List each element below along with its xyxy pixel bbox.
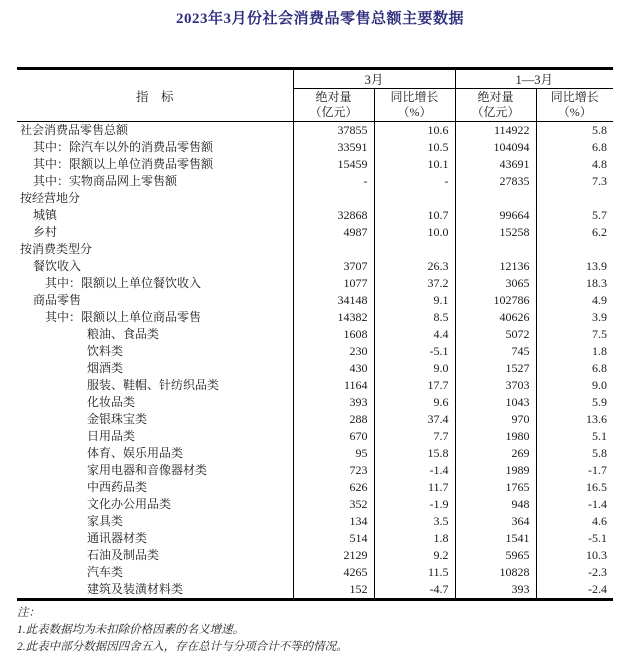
march-absolute-cell: 514 <box>293 530 374 547</box>
indicator-cell: 建筑及装潢材料类 <box>87 582 184 596</box>
march-yoy-cell: -1.9 <box>374 496 455 513</box>
table-row <box>17 292 613 309</box>
cumulative-absolute-cell: 3703 <box>455 377 536 394</box>
cumulative-absolute-cell: 745 <box>455 343 536 360</box>
cumulative-absolute-cell: 3065 <box>455 275 536 292</box>
cumulative-absolute-cell: 393 <box>455 581 536 600</box>
yoy-unit: （%） <box>397 105 432 119</box>
march-absolute-cell: 34148 <box>293 292 374 309</box>
march-yoy-cell: 10.6 <box>374 122 455 140</box>
table-row <box>17 156 613 173</box>
indicator-cell: 其中：限额以上单位消费品零售额 <box>33 157 214 171</box>
indicator-cell: 乡村 <box>33 225 58 239</box>
cumulative-absolute-cell <box>455 241 536 258</box>
cumulative-yoy-cell: 16.5 <box>536 479 613 496</box>
cumulative-absolute-cell: 104094 <box>455 139 536 156</box>
cumulative-yoy-cell: 3.9 <box>536 309 613 326</box>
march-yoy-cell: 10.5 <box>374 139 455 156</box>
indicator-cell: 社会消费品零售总额 <box>20 123 129 137</box>
indicator-cell: 中西药品类 <box>87 480 148 494</box>
cumulative-absolute-cell <box>455 190 536 207</box>
table-row <box>17 445 613 462</box>
cumulative-yoy-cell: -2.3 <box>536 564 613 581</box>
march-absolute-cell: 4987 <box>293 224 374 241</box>
march-yoy-cell: -1.4 <box>374 462 455 479</box>
table-row <box>17 530 613 547</box>
march-absolute-cell: 288 <box>293 411 374 428</box>
indicator-cell: 其中：限额以上单位商品零售 <box>45 310 202 324</box>
cumulative-absolute-cell: 948 <box>455 496 536 513</box>
march-absolute-cell: 1077 <box>293 275 374 292</box>
march-absolute-cell: 15459 <box>293 156 374 173</box>
march-yoy-cell: 17.7 <box>374 377 455 394</box>
table-row <box>17 547 613 564</box>
march-absolute-cell: 152 <box>293 581 374 600</box>
cumulative-absolute-cell: 1043 <box>455 394 536 411</box>
indicator-cell: 金银珠宝类 <box>87 412 148 426</box>
march-absolute-cell: 37855 <box>293 122 374 140</box>
table-row <box>17 479 613 496</box>
indicator-cell: 家具类 <box>87 514 124 528</box>
cumulative-absolute-cell: 102786 <box>455 292 536 309</box>
table-row <box>17 258 613 275</box>
march-absolute-cell: 626 <box>293 479 374 496</box>
indicator-cell: 按经营地分 <box>20 191 81 205</box>
cumulative-absolute-cell: 43691 <box>455 156 536 173</box>
cumulative-absolute-cell: 12136 <box>455 258 536 275</box>
cumulative-yoy-cell: 4.9 <box>536 292 613 309</box>
table-row <box>17 343 613 360</box>
table-row <box>17 173 613 190</box>
march-absolute-cell <box>293 241 374 258</box>
cumulative-absolute-cell: 5965 <box>455 547 536 564</box>
march-yoy-cell: 1.8 <box>374 530 455 547</box>
cumulative-yoy-cell: -1.7 <box>536 462 613 479</box>
cumulative-absolute-cell: 364 <box>455 513 536 530</box>
cumulative-yoy-header <box>536 89 613 122</box>
yoy-label: 同比增长 <box>390 90 439 104</box>
march-yoy-cell: -4.7 <box>374 581 455 600</box>
cumulative-absolute-cell: 15258 <box>455 224 536 241</box>
march-yoy-cell: 9.6 <box>374 394 455 411</box>
indicator-cell: 其中：实物商品网上零售额 <box>33 174 178 188</box>
cumulative-yoy-cell: 6.2 <box>536 224 613 241</box>
retail-data-table <box>17 67 613 601</box>
indicator-cell: 烟酒类 <box>87 361 124 375</box>
indicator-cell: 按消费类型分 <box>20 242 93 256</box>
cumulative-yoy-cell: -5.1 <box>536 530 613 547</box>
cumulative-absolute-cell: 10828 <box>455 564 536 581</box>
march-yoy-cell: 3.5 <box>374 513 455 530</box>
cumulative-yoy-cell: 5.8 <box>536 445 613 462</box>
cumulative-absolute-cell: 1541 <box>455 530 536 547</box>
march-absolute-cell: 1164 <box>293 377 374 394</box>
cumulative-yoy-cell: 10.3 <box>536 547 613 564</box>
absolute-unit: （亿元） <box>471 105 520 119</box>
march-absolute-cell: 32868 <box>293 207 374 224</box>
cumulative-absolute-cell: 1527 <box>455 360 536 377</box>
march-absolute-cell: 2129 <box>293 547 374 564</box>
table-header <box>17 69 613 122</box>
indicator-cell: 粮油、食品类 <box>87 327 160 341</box>
cumulative-yoy-cell: -2.4 <box>536 581 613 600</box>
march-absolute-cell: 352 <box>293 496 374 513</box>
march-yoy-cell: 7.7 <box>374 428 455 445</box>
cumulative-yoy-cell: 13.6 <box>536 411 613 428</box>
march-yoy-cell: 26.3 <box>374 258 455 275</box>
march-yoy-cell <box>374 241 455 258</box>
march-absolute-cell: 3707 <box>293 258 374 275</box>
table-row <box>17 275 613 292</box>
march-yoy-cell: 15.8 <box>374 445 455 462</box>
table-row <box>17 581 613 600</box>
march-yoy-cell: 9.1 <box>374 292 455 309</box>
indicator-cell: 其中：除汽车以外的消费品零售额 <box>33 140 214 154</box>
table-row <box>17 564 613 581</box>
march-absolute-cell: 723 <box>293 462 374 479</box>
cumulative-absolute-cell: 269 <box>455 445 536 462</box>
indicator-cell: 通讯器材类 <box>87 531 148 545</box>
yoy-unit: （%） <box>557 105 592 119</box>
indicator-cell: 饮料类 <box>87 344 124 358</box>
cumulative-absolute-cell: 1989 <box>455 462 536 479</box>
cumulative-yoy-cell: 7.3 <box>536 173 613 190</box>
table-row <box>17 411 613 428</box>
march-yoy-cell: - <box>374 173 455 190</box>
note-line-2: 2.此表中部分数据因四舍五入，存在总计与分项合计不等的情况。 <box>17 641 348 653</box>
march-absolute-cell <box>293 190 374 207</box>
cumulative-yoy-cell: 7.5 <box>536 326 613 343</box>
cumulative-absolute-cell: 1980 <box>455 428 536 445</box>
table-row <box>17 139 613 156</box>
cumulative-yoy-cell: 1.8 <box>536 343 613 360</box>
table-row <box>17 309 613 326</box>
notes-section <box>17 605 640 656</box>
cumulative-yoy-cell: 6.8 <box>536 139 613 156</box>
table-row <box>17 496 613 513</box>
march-absolute-cell: - <box>293 173 374 190</box>
march-yoy-cell: 9.0 <box>374 360 455 377</box>
cumulative-yoy-cell: 4.6 <box>536 513 613 530</box>
march-yoy-cell: 11.5 <box>374 564 455 581</box>
table-row <box>17 462 613 479</box>
table-body <box>17 122 613 600</box>
march-yoy-cell: 4.4 <box>374 326 455 343</box>
indicator-cell: 餐饮收入 <box>33 259 82 273</box>
note-line-1: 1.此表数据均为未扣除价格因素的名义增速。 <box>17 624 245 636</box>
march-yoy-cell: 11.7 <box>374 479 455 496</box>
cumulative-yoy-cell: 5.9 <box>536 394 613 411</box>
cumulative-absolute-cell: 5072 <box>455 326 536 343</box>
march-yoy-cell: -5.1 <box>374 343 455 360</box>
table-row <box>17 377 613 394</box>
march-absolute-cell: 95 <box>293 445 374 462</box>
indicator-cell: 石油及制品类 <box>87 548 160 562</box>
yoy-label: 同比增长 <box>550 90 599 104</box>
march-yoy-header <box>374 89 455 122</box>
page-title: 2023年3月份社会消费品零售总额主要数据 <box>175 11 464 27</box>
march-yoy-cell: 9.2 <box>374 547 455 564</box>
march-absolute-cell: 134 <box>293 513 374 530</box>
cumulative-absolute-cell: 99664 <box>455 207 536 224</box>
cumulative-absolute-header <box>455 89 536 122</box>
cumulative-yoy-cell: 5.1 <box>536 428 613 445</box>
cumulative-yoy-cell: 13.9 <box>536 258 613 275</box>
absolute-unit: （亿元） <box>309 105 358 119</box>
indicator-cell: 家用电器和音像器材类 <box>87 463 208 477</box>
cumulative-yoy-cell: 5.7 <box>536 207 613 224</box>
table-row <box>17 360 613 377</box>
march-yoy-cell: 10.7 <box>374 207 455 224</box>
march-yoy-cell <box>374 190 455 207</box>
jan-to-mar-group-header: 1—3月 <box>455 69 613 89</box>
indicator-cell: 文化办公用品类 <box>87 497 172 511</box>
cumulative-yoy-cell <box>536 190 613 207</box>
march-absolute-cell: 430 <box>293 360 374 377</box>
cumulative-yoy-cell: 5.8 <box>536 122 613 140</box>
march-absolute-header <box>293 89 374 122</box>
indicator-column-header: 指 标 <box>17 69 293 122</box>
indicator-cell: 服装、鞋帽、针纺织品类 <box>87 378 220 392</box>
indicator-cell: 商品零售 <box>33 293 82 307</box>
absolute-label: 绝对量 <box>477 90 514 104</box>
cumulative-yoy-cell: 6.8 <box>536 360 613 377</box>
header-group-row <box>17 69 613 89</box>
notes-label: 注： <box>17 607 40 619</box>
march-absolute-cell: 33591 <box>293 139 374 156</box>
indicator-cell: 城镇 <box>33 208 58 222</box>
indicator-cell: 体育、娱乐用品类 <box>87 446 184 460</box>
cumulative-absolute-cell: 114922 <box>455 122 536 140</box>
march-yoy-cell: 37.2 <box>374 275 455 292</box>
absolute-label: 绝对量 <box>315 90 352 104</box>
indicator-cell: 汽车类 <box>87 565 124 579</box>
cumulative-yoy-cell: 4.8 <box>536 156 613 173</box>
table-row <box>17 241 613 258</box>
march-absolute-cell: 14382 <box>293 309 374 326</box>
indicator-cell: 其中：限额以上单位餐饮收入 <box>45 276 202 290</box>
cumulative-absolute-cell: 970 <box>455 411 536 428</box>
cumulative-yoy-cell <box>536 241 613 258</box>
march-group-header: 3月 <box>293 69 455 89</box>
march-absolute-cell: 670 <box>293 428 374 445</box>
cumulative-yoy-cell: 18.3 <box>536 275 613 292</box>
table-row <box>17 190 613 207</box>
cumulative-absolute-cell: 27835 <box>455 173 536 190</box>
cumulative-absolute-cell: 1765 <box>455 479 536 496</box>
cumulative-yoy-cell: 9.0 <box>536 377 613 394</box>
table-row <box>17 326 613 343</box>
march-yoy-cell: 37.4 <box>374 411 455 428</box>
march-yoy-cell: 10.0 <box>374 224 455 241</box>
table-row <box>17 207 613 224</box>
table-row <box>17 122 613 140</box>
indicator-cell: 日用品类 <box>87 429 136 443</box>
march-yoy-cell: 10.1 <box>374 156 455 173</box>
cumulative-yoy-cell: -1.4 <box>536 496 613 513</box>
table-row <box>17 428 613 445</box>
march-yoy-cell: 8.5 <box>374 309 455 326</box>
table-row <box>17 224 613 241</box>
indicator-cell: 化妆品类 <box>87 395 136 409</box>
march-absolute-cell: 393 <box>293 394 374 411</box>
table-row <box>17 513 613 530</box>
table-row <box>17 394 613 411</box>
march-absolute-cell: 230 <box>293 343 374 360</box>
march-absolute-cell: 4265 <box>293 564 374 581</box>
march-absolute-cell: 1608 <box>293 326 374 343</box>
cumulative-absolute-cell: 40626 <box>455 309 536 326</box>
